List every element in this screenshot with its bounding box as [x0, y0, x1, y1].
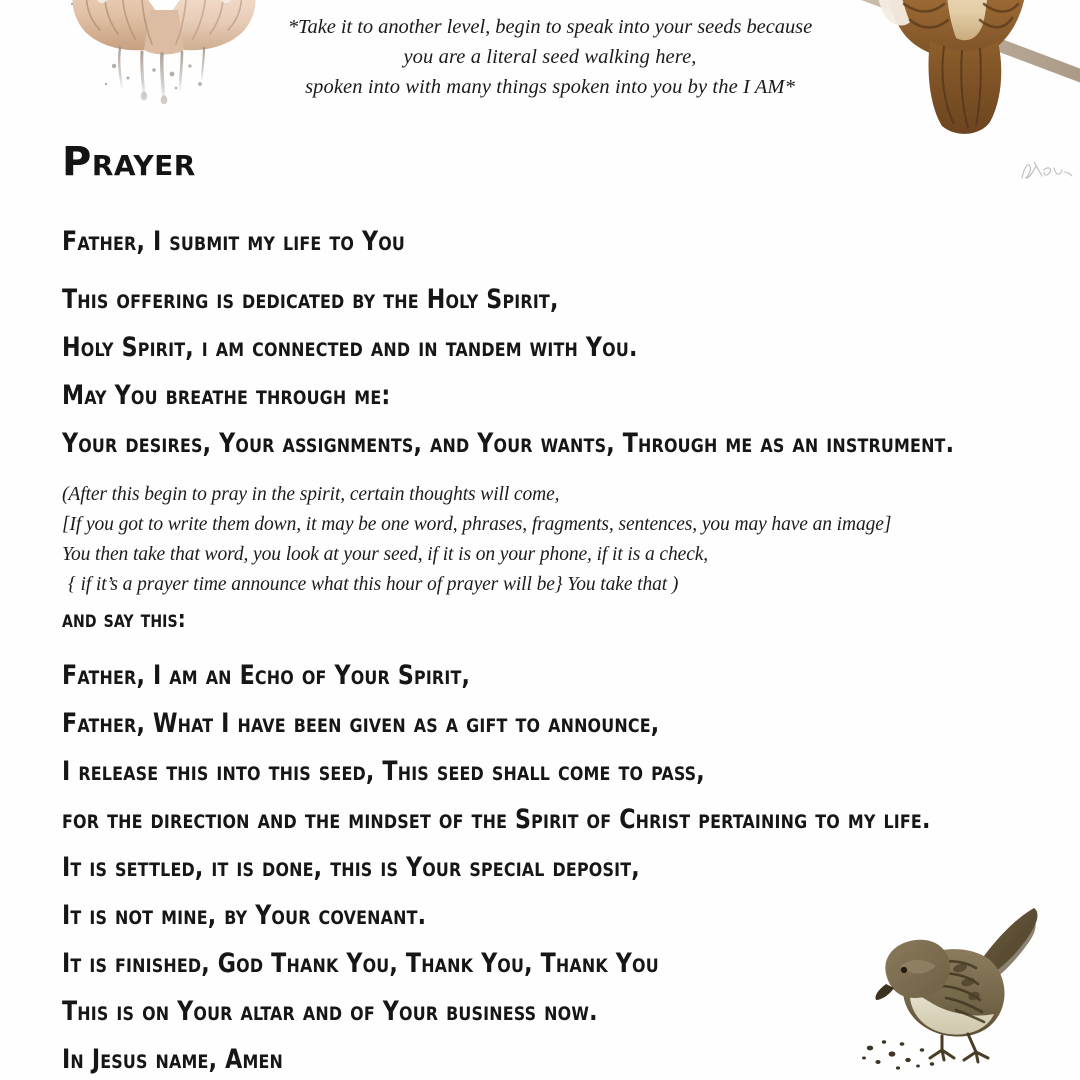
declaration-line-4: for the direction and the mindset of the Spirit of Christ pertaining to my life. — [62, 804, 931, 835]
and-say-this-label: and say this: — [62, 605, 186, 633]
header-band — [0, 0, 1080, 132]
prayer-body-line-3: May You breathe through me: — [62, 380, 391, 411]
declaration-line-9: In Jesus name, Amen — [62, 1044, 284, 1075]
prayer-opening-line: Father, I submit my life to You — [62, 226, 406, 257]
prayer-body-line-1: This offering is dedicated by the Holy Spirit, — [62, 284, 559, 315]
declaration-line-6: It is not mine, by Your covenant. — [62, 900, 427, 931]
declaration-line-1: Father, I am an Echo of Your Spirit, — [62, 660, 471, 691]
note-line-3: You then take that word, you look at your seed, if it is on your phone, if it is a check, — [62, 544, 709, 565]
page-title: Prayer — [62, 139, 196, 185]
prayer-body-line-2: Holy Spirit, i am connected and in tandem with You. — [62, 332, 638, 363]
declaration-line-7: It is finished, God Thank You, Thank You, Thank You — [62, 948, 659, 979]
spacer — [62, 636, 1068, 652]
header-quote-line-3: spoken into with many things spoken into you by the I AM* — [305, 76, 795, 98]
perched-sparrow-watercolor-icon — [838, 0, 1080, 160]
header-quote-line-2: you are a literal seed walking here, — [403, 46, 697, 68]
cupped-hands-watercolor-icon — [58, 0, 270, 104]
header-quote-line-1: *Take it to another level, begin to speak into your seeds because — [287, 16, 813, 38]
prayer-body-line-4: Your desires, Your assignments, and Your wants, Through me as an instrument. — [62, 428, 955, 459]
prayer-instruction-note — [62, 480, 1068, 600]
declaration-line-3: I release this into this seed, This seed shall come to pass, — [62, 756, 705, 787]
note-line-1: (After this begin to pray in the spirit, certain thoughts will come, — [62, 484, 560, 505]
ground-sparrow-pecking-seeds-icon — [856, 898, 1064, 1074]
note-line-2: [If you got to write them down, it may be one word, phrases, fragments, sentences, you may have an image] — [62, 514, 892, 535]
declaration-line-5: It is settled, it is done, this is Your special deposit, — [62, 852, 640, 883]
note-line-4: { if it’s a prayer time announce what this hour of prayer will be} You take that ) — [68, 574, 679, 595]
spacer — [62, 266, 1068, 276]
declaration-line-2: Father, What I have been given as a gift to announce, — [62, 708, 660, 739]
declaration-line-8: This is on Your altar and of Your business now. — [62, 996, 598, 1027]
header-quote — [272, 12, 828, 102]
